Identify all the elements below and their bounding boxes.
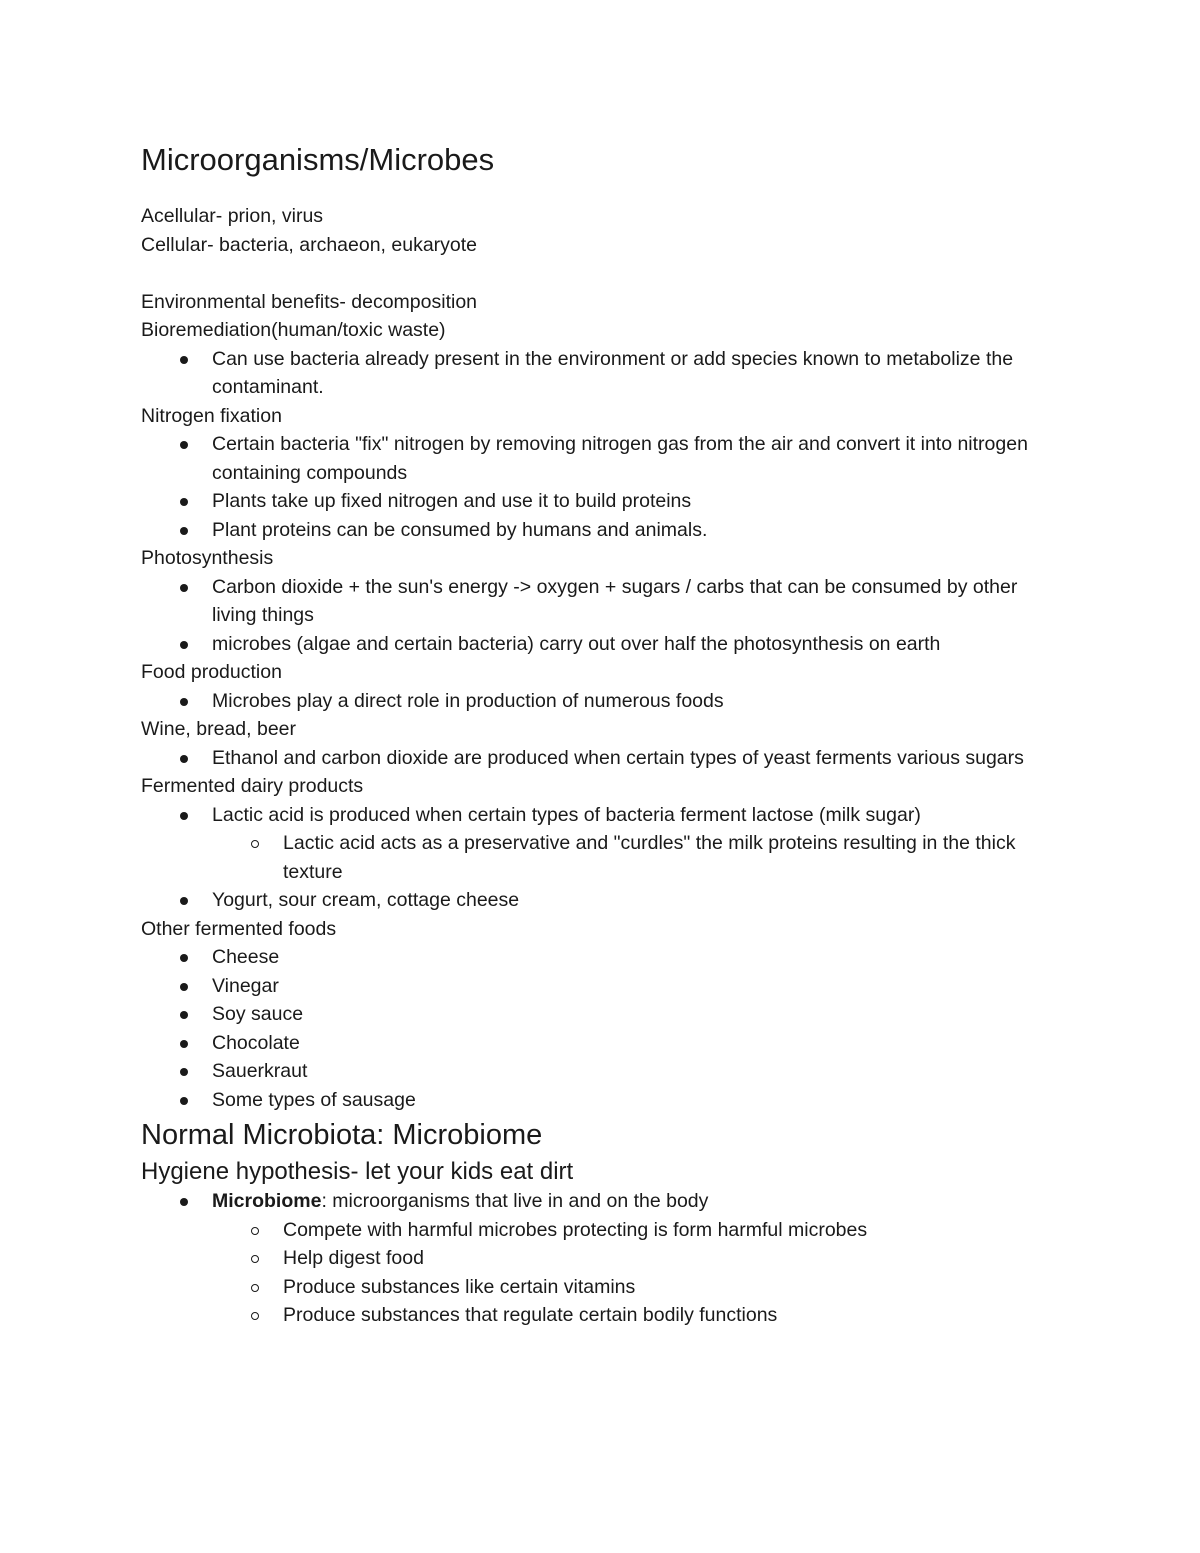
list-item: Some types of sausage [141,1086,1061,1115]
list-item: Lactic acid is produced when certain types of bacteria ferment lactose (milk sugar) [141,801,1061,830]
page-title: Microorganisms/Microbes [141,142,495,177]
list-item: Soy sauce [141,1000,1061,1029]
sub-list-item: Lactic acid acts as a preservative and "curdles" the milk proteins resulting in the thick texture [141,829,1061,886]
section-subtitle: Hygiene hypothesis- let your kids eat dirt [141,1158,574,1185]
intro-line: Cellular- bacteria, archaeon, eukaryote [141,233,478,256]
sub-list-item: Compete with harmful microbes protecting is form harmful microbes [141,1216,1061,1245]
list-item: Chocolate [141,1029,1061,1058]
list-item: Can use bacteria already present in the environment or add species known to metabolize the contaminant. [141,345,1061,402]
section-heading: Other fermented foods [141,917,337,940]
list-item [141,1187,1061,1216]
sub-list-item: Help digest food [141,1244,1061,1273]
list-item: microbes (algae and certain bacteria) carry out over half the photosynthesis on earth [141,630,1061,659]
intro-line: Acellular- prion, virus [141,205,324,227]
list-item: Carbon dioxide + the sun's energy -> oxygen + sugars / carbs that can be consumed by other living things [141,573,1061,630]
section-heading: Food production [141,661,282,683]
document-page [141,140,1061,1330]
term: Microbiome [212,1190,322,1212]
list-item: Vinegar [141,972,1061,1001]
spacer [141,259,1061,288]
list-item: Yogurt, sour cream, cottage cheese [141,886,1061,915]
list-item: Plant proteins can be consumed by humans and animals. [141,516,1061,545]
list-item: Certain bacteria "fix" nitrogen by removing nitrogen gas from the air and convert it into nitrogen containing compounds [141,430,1061,487]
section-title: Normal Microbiota: Microbiome [141,1119,543,1151]
sub-list-item: Produce substances that regulate certain bodily functions [141,1301,1061,1330]
section-heading: Fermented dairy products [141,775,364,797]
section-heading: Nitrogen fixation [141,404,282,427]
section-heading: Photosynthesis [141,547,274,569]
sub-list-item: Produce substances like certain vitamins [141,1273,1061,1302]
section-heading: Environmental benefits- decomposition [141,290,478,313]
list-item: Ethanol and carbon dioxide are produced when certain types of yeast ferments various sugars [141,744,1061,773]
section-heading: Bioremediation(human/toxic waste) [141,319,446,341]
list-item: Sauerkraut [141,1057,1061,1086]
definition: : microorganisms that live in and on the body [321,1190,709,1212]
list-item: Microbes play a direct role in production of numerous foods [141,687,1061,716]
section-heading: Wine, bread, beer [141,718,297,740]
list-item: Plants take up fixed nitrogen and use it to build proteins [141,487,1061,516]
list-item: Cheese [141,943,1061,972]
